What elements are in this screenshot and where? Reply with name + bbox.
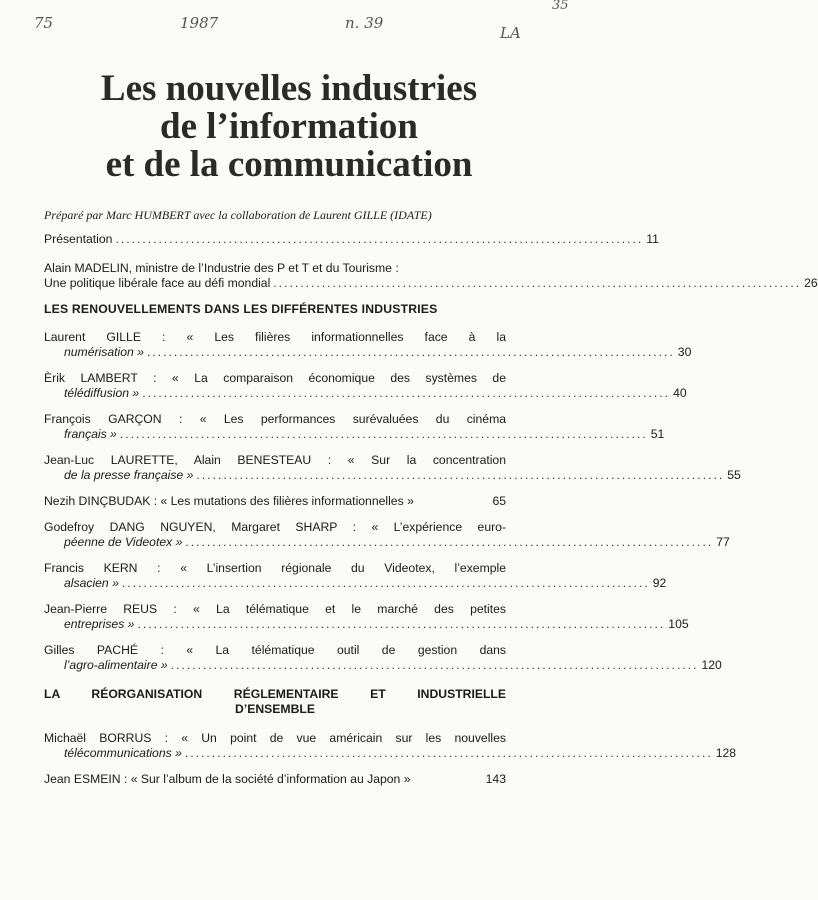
dot-leader: .................................................................................................. bbox=[146, 345, 675, 359]
toc-entry bbox=[44, 412, 665, 442]
entry-line-1: François GARÇON : « Les performances surévaluées du cinéma bbox=[44, 412, 506, 426]
entry-line-1: Jean-Luc LAURETTE, Alain BENESTEAU : « Sur la concentration bbox=[44, 453, 506, 467]
page-number: 92 bbox=[652, 576, 667, 590]
entry-line-2: péenne de Videotex » bbox=[64, 535, 183, 549]
handwritten-number: 75 bbox=[34, 14, 54, 32]
section-heading-line-2: D’ENSEMBLE bbox=[235, 702, 315, 716]
toc-entry bbox=[44, 772, 506, 787]
entry-line-2: l’agro-alimentaire » bbox=[64, 658, 168, 672]
dot-leader: .................................................................................................. bbox=[185, 535, 714, 549]
page-number: 65 bbox=[492, 494, 506, 508]
dot-leader: .................................................................................................. bbox=[137, 617, 666, 631]
entry-line-2: numérisation » bbox=[64, 345, 144, 359]
toc-entry bbox=[44, 330, 692, 360]
entry-line-2: alsacien » bbox=[64, 576, 119, 590]
title-line-2: de l’information bbox=[160, 106, 418, 147]
toc-entry bbox=[44, 520, 730, 550]
page-number: 55 bbox=[727, 468, 741, 482]
page-number: 120 bbox=[701, 658, 722, 672]
dot-leader: .................................................................................................. bbox=[196, 468, 725, 482]
dot-leader: .................................................................................................. bbox=[273, 276, 802, 290]
page-number: 11 bbox=[646, 232, 659, 246]
page-title bbox=[0, 70, 578, 184]
entry-line-1: Gilles PACHÉ : « La télématique outil de gestion dans bbox=[44, 643, 506, 657]
page-number: 143 bbox=[485, 772, 506, 786]
toc-entry bbox=[44, 453, 741, 483]
entry-line-1: Nezih DINÇBUDAK : « Les mutations des filières informationnelles » bbox=[44, 494, 414, 508]
entry-line-1: Godefroy DANG NGUYEN, Margaret SHARP : « L’expérience euro- bbox=[44, 520, 506, 534]
dot-leader: .................................................................................................. bbox=[115, 232, 644, 246]
entry-title: Une politique libérale face au défi mondial bbox=[44, 276, 271, 290]
page-number: 128 bbox=[715, 746, 737, 760]
section-heading-reorganisation bbox=[44, 687, 506, 717]
section-heading-renouvellements: LES RENOUVELLEMENTS DANS LES DIFFÉRENTES INDUSTRIES bbox=[44, 302, 438, 316]
entry-line-1: Èrik LAMBERT : « La comparaison économique des systèmes de bbox=[44, 371, 506, 385]
handwritten-corner-number: 35 bbox=[552, 0, 569, 13]
entry-line-1: Laurent GILLE : « Les filières informationnelles face à la bbox=[44, 330, 506, 344]
toc-entry bbox=[44, 602, 689, 632]
page-number: 77 bbox=[716, 535, 730, 549]
title-line-1: Les nouvelles industries bbox=[100, 68, 478, 109]
entry-title: Présentation bbox=[44, 232, 113, 246]
entry-line-2: de la presse française » bbox=[64, 468, 194, 482]
dot-leader: .................................................................................................. bbox=[170, 658, 699, 672]
dot-leader: .................................................................................................. bbox=[121, 576, 650, 590]
handwritten-issue: n. 39 bbox=[345, 14, 384, 32]
dot-leader: .................................................................................................. bbox=[119, 427, 648, 441]
page-number: 26 bbox=[804, 276, 818, 290]
title-line-3: et de la communication bbox=[105, 144, 473, 185]
toc-entry bbox=[44, 731, 737, 761]
toc-entry bbox=[44, 494, 506, 509]
page-number: 105 bbox=[668, 617, 689, 631]
handwritten-year: 1987 bbox=[180, 14, 219, 32]
section-heading-line-1: LA RÉORGANISATION RÉGLEMENTAIRE ET INDUSTRIELLE bbox=[44, 687, 506, 701]
entry-line-1: Jean ESMEIN : « Sur l’album de la société d’information au Japon » bbox=[44, 772, 411, 786]
entry-line-1: Michaël BORRUS : « Un point de vue américain sur les nouvelles bbox=[44, 731, 506, 745]
page-number: 30 bbox=[677, 345, 692, 359]
toc-entry bbox=[44, 561, 667, 591]
page-number: 51 bbox=[650, 427, 665, 441]
dot-leader: .................................................................................................. bbox=[184, 746, 713, 760]
handwritten-code: LA bbox=[500, 24, 521, 42]
toc-entry-presentation bbox=[44, 232, 659, 247]
table-of-contents bbox=[44, 232, 818, 798]
entry-line-2: télédiffusion » bbox=[64, 386, 140, 400]
entry-line-2: français » bbox=[64, 427, 117, 441]
toc-entry-madelin bbox=[44, 261, 818, 291]
entry-line-1: Francis KERN : « L’insertion régionale du Videotex, l’exemple bbox=[44, 561, 506, 575]
entry-author: Alain MADELIN, ministre de l’Industrie des P et T et du Tourisme : bbox=[44, 261, 399, 275]
entry-line-2: télécommunications » bbox=[64, 746, 182, 760]
subtitle: Préparé par Marc HUMBERT avec la collaboration de Laurent GILLE (IDATE) bbox=[44, 208, 432, 222]
entry-line-2: entreprises » bbox=[64, 617, 135, 631]
toc-entry bbox=[44, 643, 722, 673]
entry-line-1: Jean-Pierre REUS : « La télématique et le marché des petites bbox=[44, 602, 506, 616]
toc-entry bbox=[44, 371, 687, 401]
page-number: 40 bbox=[673, 386, 687, 400]
dot-leader: .................................................................................................. bbox=[142, 386, 671, 400]
